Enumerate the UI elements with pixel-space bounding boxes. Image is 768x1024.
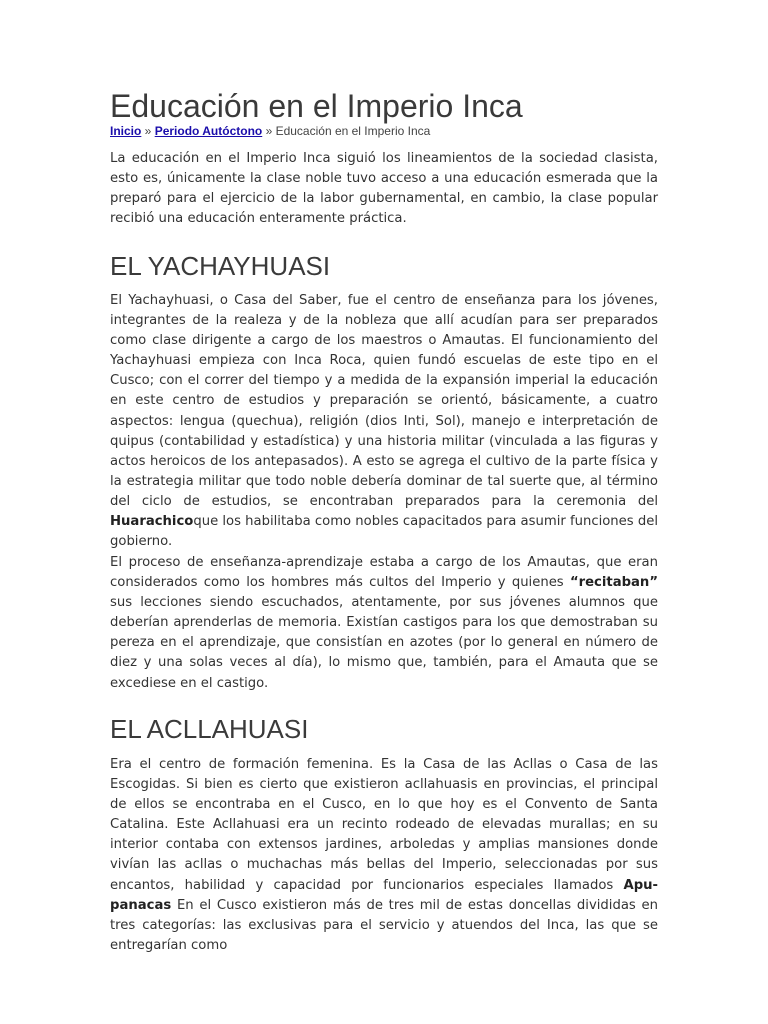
yachayhuasi-paragraph-2 [110, 553, 658, 694]
bold-term-recitaban: “recitaban” [569, 575, 658, 591]
breadcrumb-current: Educación en el Imperio Inca [275, 124, 431, 138]
breadcrumb-separator: » [262, 124, 276, 138]
bold-term-huarachico: Huarachico [110, 514, 194, 530]
text-run: El Yachayhuasi, o Casa del Saber, fue el centro de enseñanza para los jóvenes, integrantes de la realeza y de la nobleza que allí acudían para ser preparados como clase dirigente a cargo de los maestros o Amautas. El funcionamiento del Yachayhuasi empieza con Inca Roca, quien fundó escuelas de este tipo en el Cusco; con el correr del tiempo y a medida de la expansión imperial la educación en este centro de estudios y preparación se orientó, básicamente, a cuatro aspectos: lengua (quechua), religión (dios Inti, Sol), manejo e interpretación de quipus (contabilidad y estadística) y una historia militar (vinculada a las figuras y actos heroicos de los antepasados). A esto se agrega el cultivo de la parte física y la estrategia militar que todo noble debería dominar de tal suerte que, al término del ciclo de estudios, se encontraban preparados para la ceremonia del [110, 293, 658, 509]
yachayhuasi-paragraph-1 [110, 291, 658, 552]
text-run: que los habilitaba como nobles capacitados para asumir funciones del gobierno. [110, 514, 658, 550]
text-run: En el Cusco existieron más de tres mil de estas doncellas divididas en tres categorías: las exclusivas para el servicio y atuendos del Inca, las que se entregarían como [110, 897, 658, 953]
breadcrumb [110, 123, 430, 139]
page-title: Educación en el Imperio Inca [110, 88, 523, 124]
breadcrumb-separator: » [141, 124, 155, 138]
acllahuasi-paragraph-1 [110, 755, 658, 956]
intro-paragraph: La educación en el Imperio Inca siguió los lineamientos de la sociedad clasista, esto es, únicamente la clase noble tuvo acceso a una educación esmerada que la preparó para el ejercicio de la labor gubernamental, en cambio, la clase popular recibió una educación enteramente práctica. [110, 151, 658, 227]
section-heading-yachayhuasi: EL YACHAYHUASI [110, 251, 331, 281]
text-run: El proceso de enseñanza-aprendizaje estaba a cargo de los Amautas, que eran considerados como los hombres más cultos del Imperio y quienes [110, 555, 658, 591]
text-run: sus lecciones siendo escuchados, atentamente, por sus jóvenes alumnos que deberían aprenderlas de memoria. Existían castigos para los que demostraban su pereza en el aprendizaje, que consistían en azotes (por lo general en número de diez y una solas veces al día), lo mismo que, también, para el Amauta que se excediese en el castigo. [110, 595, 658, 691]
text-run: Era el centro de formación femenina. Es la Casa de las Acllas o Casa de las Escogidas. Si bien es cierto que existieron acllahuasis en provincias, el principal de ellos se encontraba en el Cusco, en lo que hoy es el Convento de Santa Catalina. Este Acllahuasi era un recinto rodeado de elevadas murallas; en su interior contaba con extensos jardines, arboledas y amplias mansiones donde vivían las acllas o muchachas más bellas del Imperio, seleccionadas por sus encantos, habilidad y capacidad por funcionarios especiales llamados [110, 757, 658, 893]
breadcrumb-link-home[interactable]: Inicio [110, 124, 142, 138]
breadcrumb-link-period[interactable]: Periodo Autóctono [154, 124, 263, 138]
bold-term-apu-panacas: Apu-panacas [110, 877, 658, 913]
section-heading-acllahuasi: EL ACLLAHUASI [110, 714, 309, 744]
